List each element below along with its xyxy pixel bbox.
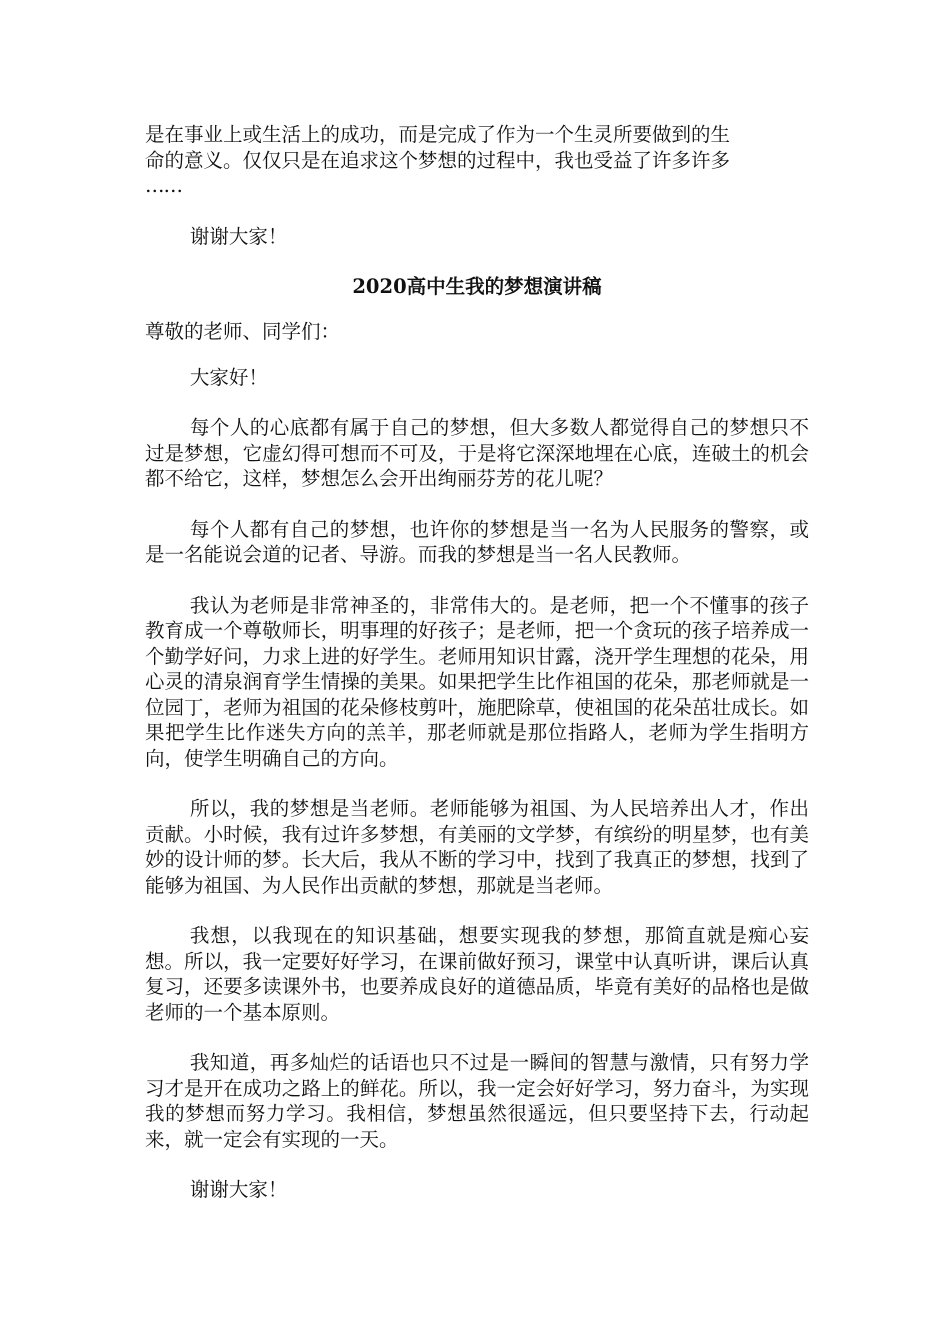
continuation-line-3: ……	[145, 174, 182, 197]
speech-paragraph-4: 所以，我的梦想是当老师。老师能够为祖国、为人民培养出人才，作出贡献。小时候，我有过许多梦想，有美丽的文学梦，有缤纷的明星梦，也有美妙的设计师的梦。长大后，我从不断的学习中，找到了我真正的梦想，找到了能够为祖国、为人民作出贡献的梦想，那就是当老师。	[145, 797, 809, 897]
speech-paragraph-1: 每个人的心底都有属于自己的梦想，但大多数人都觉得自己的梦想只不过是梦想，它虚幻得可想而不可及，于是将它深深地埋在心底，连破土的机会都不给它，这样，梦想怎么会开出绚丽芬芳的花儿呢？	[145, 416, 809, 490]
speech-paragraph-2: 每个人都有自己的梦想，也许你的梦想是当一名为人民服务的警察，或是一名能说会道的记者、导游。而我的梦想是当一名人民教师。	[145, 517, 809, 566]
continuation-paragraph	[145, 122, 809, 199]
speech-paragraph-3: 我认为老师是非常神圣的，非常伟大的。是老师，把一个不懂事的孩子教育成一个尊敬师长，明事理的好孩子；是老师，把一个贪玩的孩子培养成一个勤学好问，力求上进的好学生。老师用知识甘露，浇开学生理想的花朵，用心灵的清泉润育学生情操的美果。如果把学生比作祖国的花朵，那老师就是一位园丁，老师为祖国的花朵修枝剪叶，施肥除草，使祖国的花朵茁壮成长。如果把学生比作迷失方向的羔羊，那老师就是那位指路人，老师为学生指明方向，使学生明确自己的方向。	[145, 593, 809, 770]
speech-paragraph-6: 我知道，再多灿烂的话语也只不过是一瞬间的智慧与激情，只有努力学习才是开在成功之路上的鲜花。所以，我一定会好好学习，努力奋斗，为实现我的梦想而努力学习。我相信，梦想虽然很遥远，但只要坚持下去，行动起来，就一定会有实现的一天。	[145, 1051, 809, 1151]
speech-closing: 谢谢大家！	[189, 1178, 288, 1201]
continuation-line-2: 命的意义。仅仅只是在追求这个梦想的过程中，我也受益了许多许多	[145, 148, 731, 172]
speech-title: 2020高中生我的梦想演讲稿	[352, 275, 602, 298]
document-body	[145, 122, 809, 1228]
speech-greeting: 大家好！	[189, 365, 268, 389]
continuation-line-1: 是在事业上或生活上的成功，而是完成了作为一个生灵所要做到的生	[145, 123, 731, 146]
continuation-thanks: 谢谢大家！	[189, 224, 288, 248]
speech-salutation: 尊敬的老师、同学们：	[145, 320, 341, 343]
speech-paragraph-5: 我想，以我现在的知识基础，想要实现我的梦想，那简直就是痴心妄想。所以，我一定要好好学习，在课前做好预习，课堂中认真听讲，课后认真复习，还要多读课外书，也要养成良好的道德品质，毕竟有美好的品格也是做老师的一个基本原则。	[145, 924, 809, 1024]
